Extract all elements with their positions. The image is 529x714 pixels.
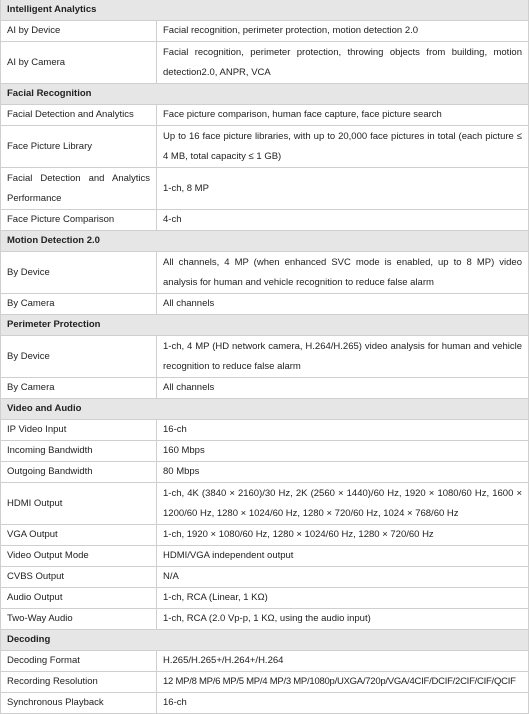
spec-row: [1, 588, 528, 609]
spec-value: Facial recognition, perimeter protection, motion detection 2.0: [163, 25, 419, 36]
section-header-perimeter-protection: Perimeter Protection: [1, 315, 528, 336]
spec-value: HDMI/VGA independent output: [163, 550, 294, 561]
spec-label: Incoming Bandwidth: [1, 441, 157, 461]
spec-value: 16-ch: [163, 424, 187, 435]
spec-row: [1, 42, 528, 84]
spec-label: IP Video Input: [1, 420, 157, 440]
spec-value: 1-ch, 4 MP (HD network camera, H.264/H.265) video analysis for human and vehicle recognition to reduce false alarm: [163, 340, 522, 372]
spec-row: [1, 672, 528, 693]
spec-value: 80 Mbps: [163, 466, 200, 477]
section-header-video-and-audio: Video and Audio: [1, 399, 528, 420]
spec-label: Recording Resolution: [1, 672, 157, 692]
spec-value: Face picture comparison, human face capture, face picture search: [163, 109, 442, 120]
spec-label: Synchronous Playback: [1, 693, 157, 713]
spec-value: All channels: [163, 382, 215, 393]
spec-label: Outgoing Bandwidth: [1, 462, 157, 482]
spec-value: 160 Mbps: [163, 445, 205, 456]
spec-value: Up to 16 face picture libraries, with up to 20,000 face pictures in total (each picture ≤ 4 MB, total capacity ≤ 1 GB): [163, 130, 522, 162]
spec-row: [1, 336, 528, 378]
spec-label: Video Output Mode: [1, 546, 157, 566]
spec-value: 12 MP/8 MP/6 MP/5 MP/4 MP/3 MP/1080p/UXGA/720p/VGA/4CIF/DCIF/2CIF/CIF/QCIF: [163, 676, 516, 687]
section-header-motion-detection: Motion Detection 2.0: [1, 231, 528, 252]
spec-value: H.265/H.265+/H.264+/H.264: [163, 655, 284, 666]
spec-label: CVBS Output: [1, 567, 157, 587]
spec-row: [1, 168, 528, 210]
spec-label: AI by Device: [1, 21, 157, 41]
spec-row: [1, 294, 528, 315]
spec-value: 16-ch: [163, 697, 187, 708]
spec-row: [1, 252, 528, 294]
spec-row: [1, 441, 528, 462]
spec-value: N/A: [163, 571, 179, 582]
spec-label: Two-Way Audio: [1, 609, 157, 629]
spec-row: [1, 609, 528, 630]
spec-label: Facial Detection and Analytics: [1, 105, 157, 125]
section-header-intelligent-analytics: Intelligent Analytics: [1, 0, 528, 21]
spec-value: Facial recognition, perimeter protection, throwing objects from building, motion detection2.0, ANPR, VCA: [163, 46, 522, 78]
spec-label: HDMI Output: [1, 483, 157, 524]
spec-label: Facial Detection and Analytics Performance: [1, 168, 157, 209]
spec-value: All channels: [163, 298, 215, 309]
spec-row: [1, 126, 528, 168]
spec-value: 1-ch, RCA (2.0 Vp-p, 1 KΩ, using the audio input): [163, 613, 371, 624]
spec-row: [1, 210, 528, 231]
spec-row: [1, 462, 528, 483]
spec-row: [1, 420, 528, 441]
section-header-facial-recognition: Facial Recognition: [1, 84, 528, 105]
spec-value: 1-ch, 8 MP: [163, 182, 209, 194]
spec-label: By Device: [1, 252, 157, 293]
spec-row: [1, 693, 528, 714]
spec-value: 1-ch, 4K (3840 × 2160)/30 Hz, 2K (2560 × 1440)/60 Hz, 1920 × 1080/60 Hz, 1600 × 1200/60 Hz, 1280 × 1024/60 Hz, 1280 × 720/60 Hz, 1024 × 768/60 Hz: [163, 487, 522, 519]
spec-value: 1-ch, 1920 × 1080/60 Hz, 1280 × 1024/60 Hz, 1280 × 720/60 Hz: [163, 529, 434, 540]
spec-label: Face Picture Library: [1, 126, 157, 167]
spec-row: [1, 567, 528, 588]
spec-row: [1, 483, 528, 525]
spec-row: [1, 105, 528, 126]
spec-row: [1, 546, 528, 567]
spec-label: AI by Camera: [1, 42, 157, 83]
spec-label: Face Picture Comparison: [1, 210, 157, 230]
spec-row: [1, 525, 528, 546]
spec-value: 4-ch: [163, 214, 182, 225]
spec-row: [1, 651, 528, 672]
spec-label: By Device: [1, 336, 157, 377]
spec-label: VGA Output: [1, 525, 157, 545]
spec-value: 1-ch, RCA (Linear, 1 KΩ): [163, 592, 268, 603]
spec-label: Audio Output: [1, 588, 157, 608]
spec-row: [1, 378, 528, 399]
section-header-decoding: Decoding: [1, 630, 528, 651]
spec-value: All channels, 4 MP (when enhanced SVC mode is enabled, up to 8 MP) video analysis for human and vehicle recognition to reduce false alarm: [163, 256, 522, 288]
spec-row: [1, 21, 528, 42]
spec-label: By Camera: [1, 294, 157, 314]
spec-label: By Camera: [1, 378, 157, 398]
spec-label: Decoding Format: [1, 651, 157, 671]
